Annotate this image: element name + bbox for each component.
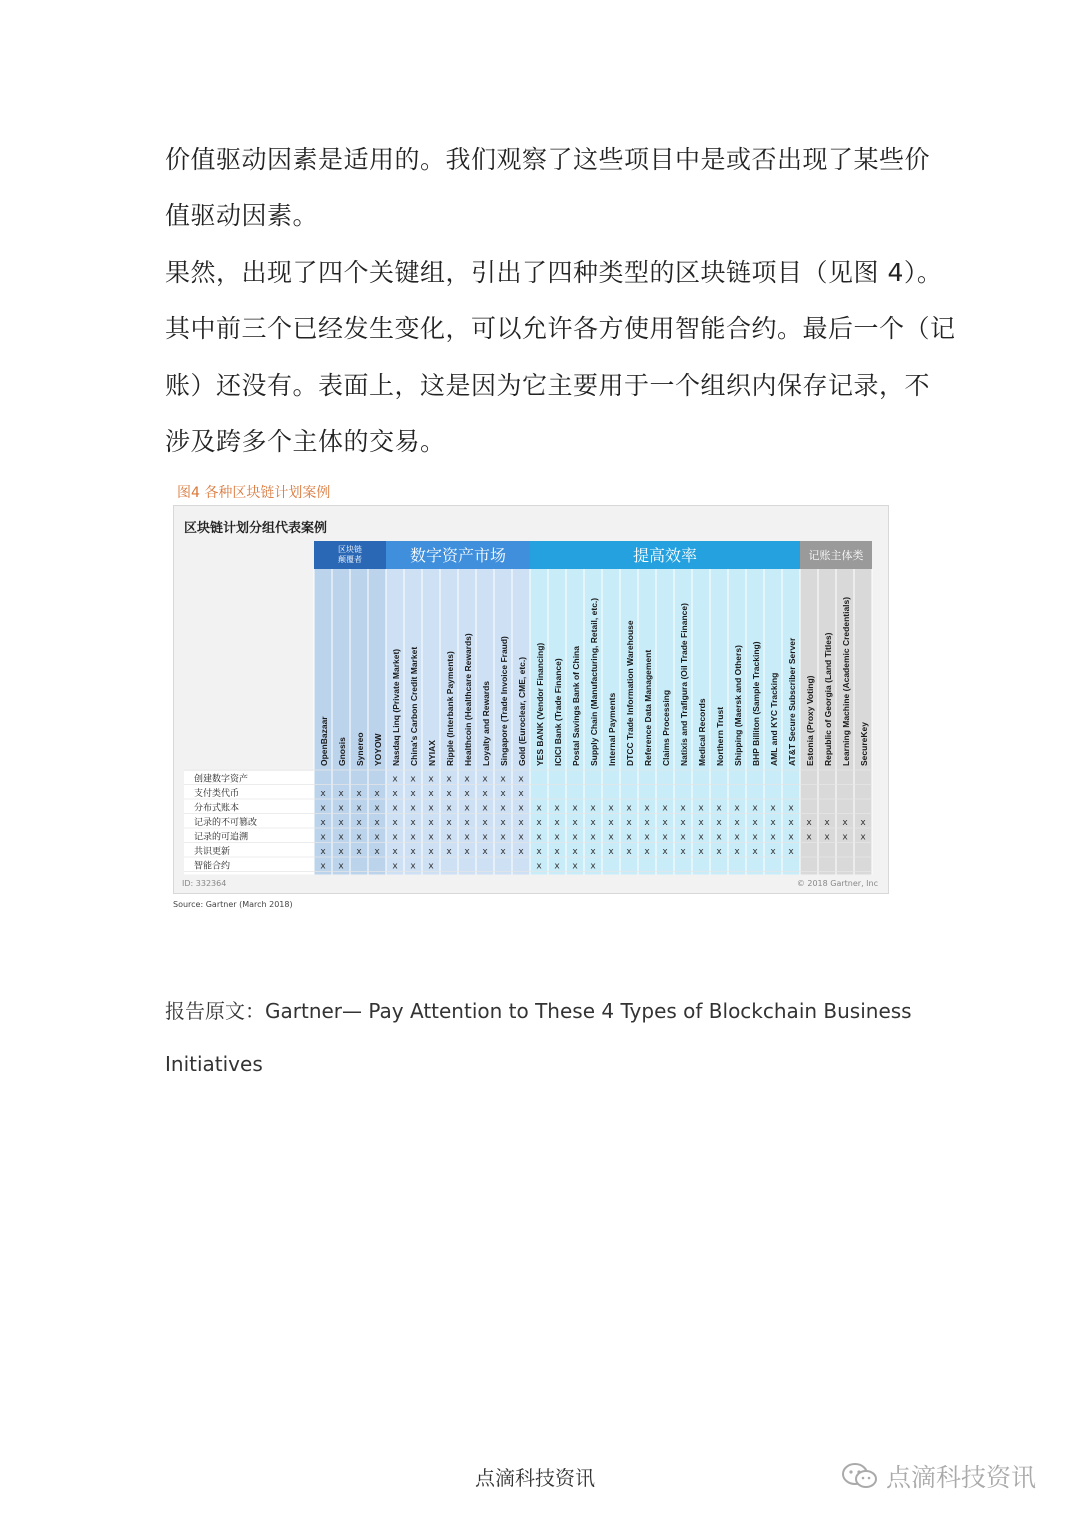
row-mark: x — [680, 803, 686, 814]
group-header-label: 提高效率 — [632, 546, 698, 565]
row-mark: x — [698, 832, 704, 843]
row-mark: x — [464, 803, 470, 814]
row-mark: x — [608, 832, 614, 843]
row-mark: x — [410, 832, 416, 843]
row-mark: x — [320, 832, 326, 843]
row-mark: x — [356, 832, 362, 843]
row-mark: x — [644, 817, 650, 828]
row-mark: x — [770, 846, 776, 857]
row-mark: x — [410, 817, 416, 828]
row-mark: x — [356, 817, 362, 828]
row-mark: x — [788, 817, 794, 828]
row-mark: x — [428, 803, 434, 814]
row-mark: x — [320, 788, 326, 799]
row-mark: x — [644, 846, 650, 857]
column-label: ICICI Bank (Trade Finance) — [553, 658, 563, 766]
figure-source: Source: Gartner (March 2018) — [173, 900, 293, 909]
row-mark: x — [572, 846, 578, 857]
column-label: China's Carbon Credit Market — [409, 646, 419, 766]
row-mark: x — [752, 817, 758, 828]
row-mark: x — [320, 803, 326, 814]
paragraph-line: 价值驱动因素是适用的。我们观察了这些项目中是或否出现了某些价 — [165, 145, 931, 174]
row-mark: x — [608, 803, 614, 814]
row-mark: x — [590, 846, 596, 857]
row-mark: x — [428, 788, 434, 799]
row-mark: x — [662, 803, 668, 814]
column-label: Synereo — [355, 732, 365, 766]
row-mark: x — [446, 788, 452, 799]
wechat-icon — [840, 1461, 880, 1491]
row-mark: x — [662, 832, 668, 843]
row-label: 创建数字资产 — [194, 774, 249, 785]
row-mark: x — [662, 817, 668, 828]
row-mark: x — [734, 846, 740, 857]
column-label: Loyalty and Rewards — [481, 680, 491, 766]
row-mark: x — [410, 846, 416, 857]
row-mark: x — [338, 861, 344, 872]
row-mark: x — [590, 832, 596, 843]
column-label: YOYOW — [373, 733, 383, 766]
row-mark: x — [716, 832, 722, 843]
row-mark: x — [752, 803, 758, 814]
column-label: Healthcoin (Healthcare Rewards) — [463, 633, 473, 766]
row-mark: x — [572, 803, 578, 814]
figure-table — [173, 505, 889, 894]
row-mark: x — [338, 817, 344, 828]
column-label: Claims Processing — [661, 689, 671, 766]
row-mark: x — [716, 846, 722, 857]
row-mark: x — [446, 846, 452, 857]
row-mark: x — [428, 846, 434, 857]
row-mark: x — [374, 803, 380, 814]
column-label: Postal Savings Bank of China — [571, 646, 581, 766]
row-mark: x — [788, 832, 794, 843]
column-label: Gold (Euroclear, CME, etc.) — [517, 656, 527, 766]
row-mark: x — [554, 817, 560, 828]
column-label: YES BANK (Vendor Financing) — [535, 642, 545, 766]
row-mark: x — [554, 803, 560, 814]
footer-title: 点滴科技资讯 — [475, 1466, 595, 1490]
row-mark: x — [824, 832, 830, 843]
row-mark: x — [410, 803, 416, 814]
row-mark: x — [446, 803, 452, 814]
column-label: AML and KYC Tracking — [769, 672, 779, 766]
row-mark: x — [752, 846, 758, 857]
row-label: 共识更新 — [194, 846, 231, 857]
row-mark: x — [482, 832, 488, 843]
row-mark: x — [680, 817, 686, 828]
column-label: Natixis and Trafigura (Oil Trade Finance) — [679, 603, 689, 766]
row-mark: x — [536, 832, 542, 843]
row-mark: x — [626, 846, 632, 857]
row-mark: x — [626, 803, 632, 814]
row-mark: x — [770, 803, 776, 814]
row-mark: x — [392, 832, 398, 843]
row-mark: x — [860, 817, 866, 828]
figure-copyright: © 2018 Gartner, Inc — [796, 879, 878, 888]
row-mark: x — [788, 846, 794, 857]
column-label: Singapore (Trade Invoice Fraud) — [499, 636, 509, 766]
row-mark: x — [716, 817, 722, 828]
row-mark: x — [428, 861, 434, 872]
row-mark: x — [320, 817, 326, 828]
row-mark: x — [392, 788, 398, 799]
row-label: 记录的不可篡改 — [194, 817, 258, 828]
row-mark: x — [410, 774, 416, 785]
row-mark: x — [824, 817, 830, 828]
row-mark: x — [482, 788, 488, 799]
row-mark: x — [464, 774, 470, 785]
row-mark: x — [680, 832, 686, 843]
column-label: Internal Payments — [607, 692, 617, 766]
row-mark: x — [734, 817, 740, 828]
row-mark: x — [374, 788, 380, 799]
row-mark: x — [698, 817, 704, 828]
column-label: NYIAX — [427, 740, 437, 766]
row-mark: x — [464, 832, 470, 843]
row-mark: x — [320, 846, 326, 857]
column-label: Shipping (Maersk and Others) — [733, 645, 743, 766]
row-mark: x — [338, 832, 344, 843]
row-mark: x — [590, 861, 596, 872]
paragraph-line: 果然，出现了四个关键组，引出了四种类型的区块链项目（见图 4）。 — [165, 258, 943, 287]
row-label: 分布式账本 — [194, 803, 240, 814]
row-mark: x — [392, 817, 398, 828]
row-mark: x — [338, 788, 344, 799]
row-mark: x — [464, 788, 470, 799]
row-mark: x — [770, 817, 776, 828]
row-mark: x — [464, 817, 470, 828]
row-label: 记录的可追溯 — [194, 832, 249, 843]
column-label: AT&T Secure Subscriber Server — [787, 637, 797, 766]
paragraph-line: 账）还没有。表面上，这是因为它主要用于一个组织内保存记录，不 — [165, 371, 931, 400]
column-label: BHP Billiton (Sample Tracking) — [751, 641, 761, 766]
row-mark: x — [518, 774, 524, 785]
row-mark: x — [662, 846, 668, 857]
row-mark: x — [500, 817, 506, 828]
figure-title: 区块链计划分组代表案例 — [184, 521, 328, 536]
column-label: Nasdaq Linq (Private Market) — [391, 648, 401, 766]
paragraph-line: 涉及跨多个主体的交易。 — [165, 427, 446, 456]
column-label: Republic of Georgia (Land Titles) — [823, 632, 833, 766]
column-label: Ripple (Interbank Payments) — [445, 651, 455, 766]
row-mark: x — [734, 832, 740, 843]
row-mark: x — [608, 846, 614, 857]
row-mark: x — [536, 817, 542, 828]
row-mark: x — [500, 803, 506, 814]
paragraph-line: 值驱动因素。 — [165, 201, 319, 230]
paragraph-line: 其中前三个已经发生变化，可以允许各方使用智能合约。最后一个（记 — [165, 314, 956, 343]
column-label: Northern Trust — [715, 706, 725, 766]
row-mark: x — [734, 803, 740, 814]
row-mark: x — [698, 846, 704, 857]
row-mark: x — [500, 832, 506, 843]
row-mark: x — [482, 846, 488, 857]
column-label: Reference Data Management — [643, 649, 653, 766]
row-mark: x — [680, 846, 686, 857]
row-mark: x — [392, 803, 398, 814]
row-mark: x — [644, 832, 650, 843]
column-label: OpenBazaar — [319, 716, 329, 766]
row-mark: x — [788, 803, 794, 814]
row-mark: x — [374, 846, 380, 857]
row-mark: x — [356, 846, 362, 857]
row-mark: x — [626, 817, 632, 828]
row-mark: x — [536, 803, 542, 814]
row-mark: x — [392, 861, 398, 872]
row-mark: x — [464, 846, 470, 857]
row-mark: x — [518, 803, 524, 814]
row-mark: x — [446, 817, 452, 828]
row-mark: x — [842, 817, 848, 828]
row-mark: x — [428, 774, 434, 785]
row-mark: x — [482, 803, 488, 814]
row-mark: x — [338, 803, 344, 814]
row-mark: x — [860, 832, 866, 843]
row-mark: x — [608, 817, 614, 828]
row-mark: x — [842, 832, 848, 843]
row-mark: x — [536, 861, 542, 872]
wechat-watermark — [840, 1458, 1036, 1494]
row-mark: x — [554, 832, 560, 843]
row-mark: x — [428, 817, 434, 828]
row-mark: x — [554, 846, 560, 857]
row-mark: x — [806, 817, 812, 828]
row-mark: x — [572, 817, 578, 828]
row-mark: x — [356, 803, 362, 814]
row-mark: x — [356, 788, 362, 799]
row-mark: x — [428, 832, 434, 843]
row-mark: x — [410, 861, 416, 872]
row-mark: x — [806, 832, 812, 843]
row-mark: x — [716, 803, 722, 814]
group-header-label: 区块链 — [338, 545, 362, 554]
column-label: Gnosis — [337, 737, 347, 766]
row-mark: x — [572, 861, 578, 872]
group-header-label: 记账主体类 — [808, 549, 864, 562]
figure-id: ID: 332364 — [182, 879, 227, 888]
row-mark: x — [536, 846, 542, 857]
report-source-line: Initiatives — [165, 1052, 263, 1076]
row-mark: x — [338, 846, 344, 857]
row-mark: x — [482, 817, 488, 828]
row-mark: x — [770, 832, 776, 843]
row-mark: x — [500, 846, 506, 857]
row-mark: x — [374, 817, 380, 828]
row-mark: x — [446, 774, 452, 785]
row-mark: x — [518, 832, 524, 843]
row-mark: x — [392, 846, 398, 857]
row-mark: x — [518, 846, 524, 857]
row-mark: x — [590, 803, 596, 814]
row-mark: x — [626, 832, 632, 843]
row-mark: x — [482, 774, 488, 785]
group-header-label: 颠覆者 — [338, 555, 362, 564]
column-label: Estonia (Proxy Voting) — [805, 675, 815, 766]
row-label: 支付类代币 — [194, 788, 240, 799]
row-mark: x — [374, 832, 380, 843]
row-mark: x — [518, 788, 524, 799]
column-label: SecureKey — [859, 722, 869, 766]
row-mark: x — [500, 774, 506, 785]
row-mark: x — [410, 788, 416, 799]
row-mark: x — [590, 817, 596, 828]
wechat-account-name: 点滴科技资讯 — [886, 1463, 1037, 1492]
group-header-label: 数字资产市场 — [409, 546, 507, 565]
row-mark: x — [518, 817, 524, 828]
figure-caption: 图4 各种区块链计划案例 — [177, 485, 331, 501]
row-mark: x — [572, 832, 578, 843]
column-label: Medical Records — [697, 698, 707, 766]
row-mark: x — [752, 832, 758, 843]
row-mark: x — [446, 832, 452, 843]
report-source-line: 报告原文：Gartner— Pay Attention to These 4 Types of Blockchain Business — [165, 999, 912, 1023]
row-mark: x — [644, 803, 650, 814]
row-mark: x — [392, 774, 398, 785]
column-label: Learning Machine (Academic Credentials) — [841, 596, 851, 766]
row-mark: x — [500, 788, 506, 799]
row-label: 智能合约 — [194, 861, 231, 872]
row-mark: x — [698, 803, 704, 814]
column-label: DTCC Trade Information Warehouse — [625, 620, 635, 766]
column-label: Supply Chain (Manufacturing, Retail, etc.) — [589, 597, 599, 766]
category-matrix — [174, 506, 888, 893]
row-mark: x — [320, 861, 326, 872]
row-mark: x — [554, 861, 560, 872]
